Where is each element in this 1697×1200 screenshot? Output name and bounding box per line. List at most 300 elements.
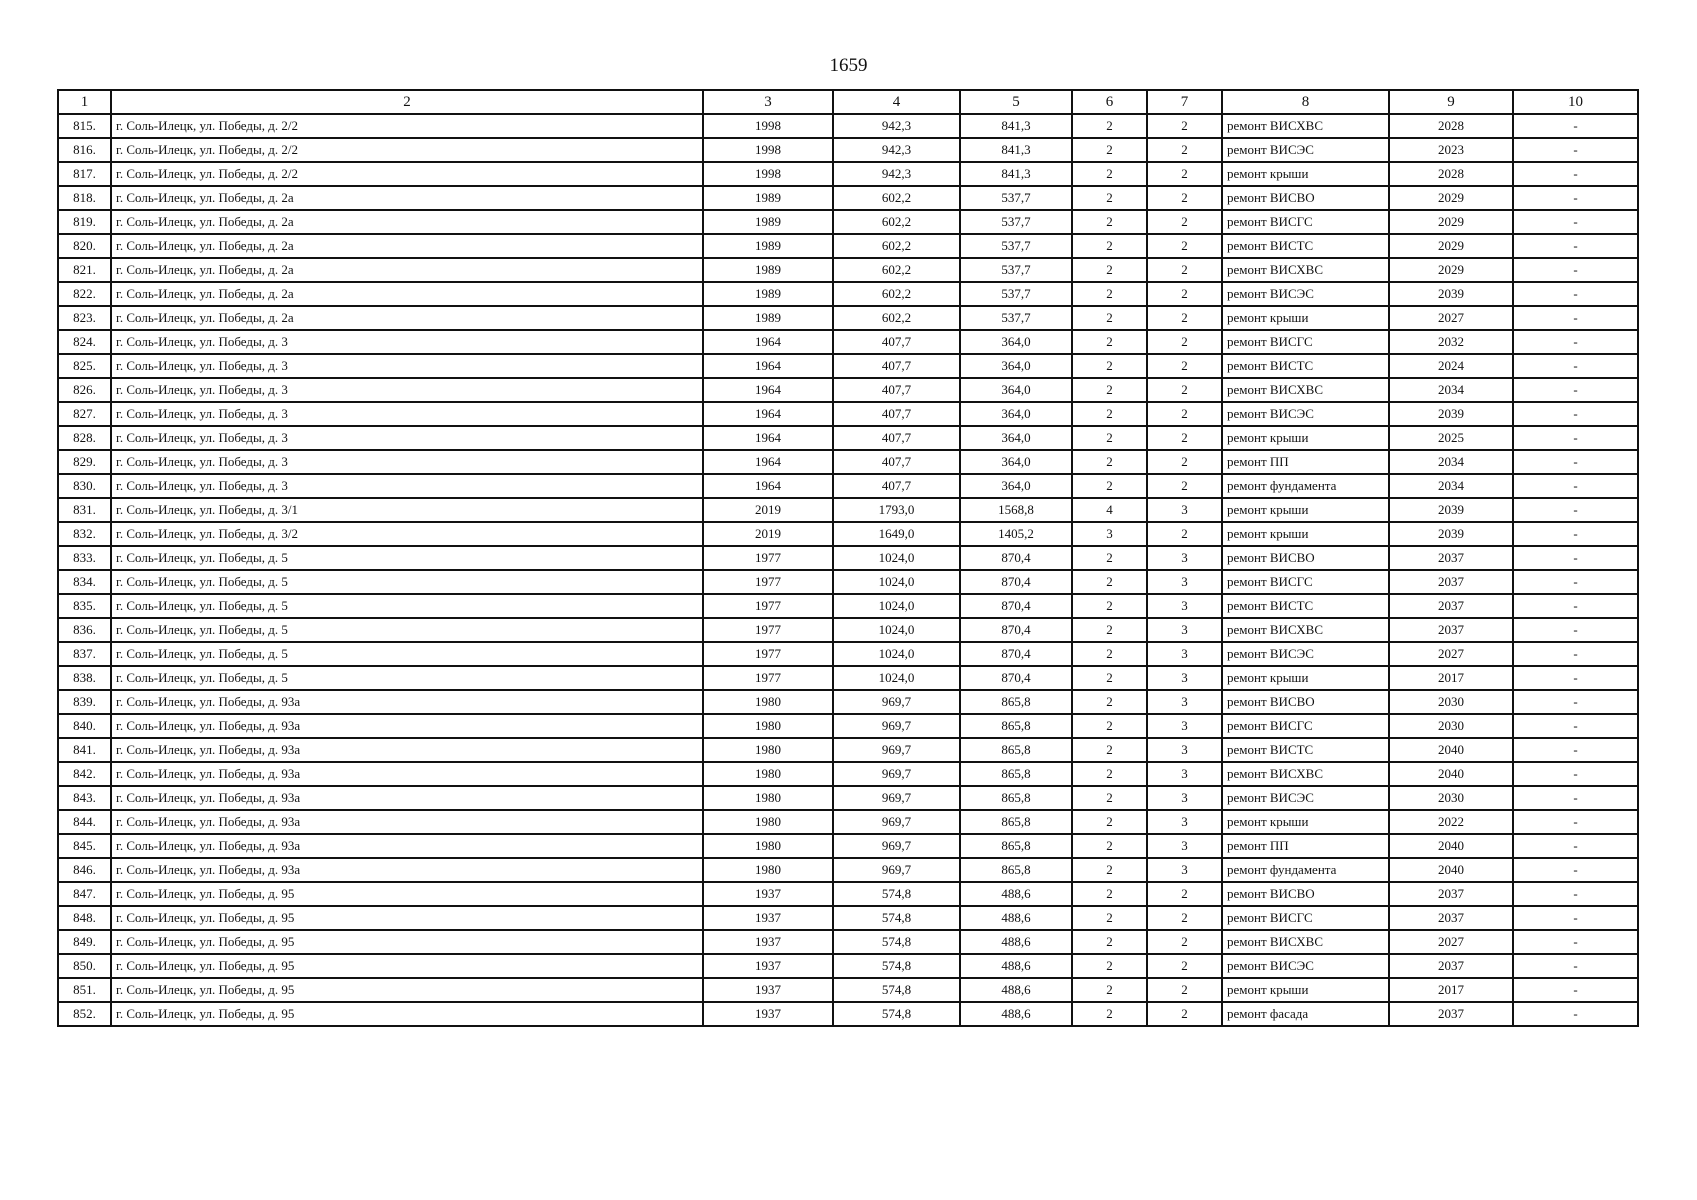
table-row <box>58 858 1638 882</box>
cell-entrances: 2 <box>1147 906 1222 930</box>
cell-living-area: 537,7 <box>960 186 1072 210</box>
cell-row-number: 827. <box>58 402 111 426</box>
cell-work-type: ремонт крыши <box>1222 306 1389 330</box>
cell-note: - <box>1513 546 1638 570</box>
cell-work-type: ремонт крыши <box>1222 162 1389 186</box>
cell-address: г. Соль-Илецк, ул. Победы, д. 95 <box>111 1002 703 1026</box>
cell-planned-year: 2037 <box>1389 546 1513 570</box>
cell-row-number: 839. <box>58 690 111 714</box>
cell-row-number: 821. <box>58 258 111 282</box>
table-row <box>58 1002 1638 1026</box>
cell-year-built: 1977 <box>703 666 833 690</box>
cell-entrances: 2 <box>1147 474 1222 498</box>
cell-living-area: 488,6 <box>960 978 1072 1002</box>
cell-note: - <box>1513 666 1638 690</box>
table-row <box>58 186 1638 210</box>
cell-address: г. Соль-Илецк, ул. Победы, д. 2а <box>111 234 703 258</box>
cell-entrances: 2 <box>1147 258 1222 282</box>
cell-floors: 2 <box>1072 1002 1147 1026</box>
cell-row-number: 845. <box>58 834 111 858</box>
cell-row-number: 841. <box>58 738 111 762</box>
table-row <box>58 714 1638 738</box>
cell-floors: 2 <box>1072 570 1147 594</box>
cell-year-built: 1980 <box>703 786 833 810</box>
cell-note: - <box>1513 690 1638 714</box>
cell-living-area: 870,4 <box>960 546 1072 570</box>
cell-note: - <box>1513 738 1638 762</box>
table-row <box>58 234 1638 258</box>
cell-address: г. Соль-Илецк, ул. Победы, д. 5 <box>111 642 703 666</box>
cell-address: г. Соль-Илецк, ул. Победы, д. 93а <box>111 810 703 834</box>
cell-total-area: 1024,0 <box>833 570 960 594</box>
column-header-8: 8 <box>1222 90 1389 114</box>
cell-planned-year: 2034 <box>1389 378 1513 402</box>
cell-address: г. Соль-Илецк, ул. Победы, д. 93а <box>111 786 703 810</box>
cell-planned-year: 2017 <box>1389 978 1513 1002</box>
cell-year-built: 1977 <box>703 570 833 594</box>
table-row <box>58 210 1638 234</box>
cell-floors: 2 <box>1072 666 1147 690</box>
cell-entrances: 2 <box>1147 306 1222 330</box>
cell-total-area: 407,7 <box>833 402 960 426</box>
cell-entrances: 3 <box>1147 570 1222 594</box>
cell-total-area: 969,7 <box>833 714 960 738</box>
table-row <box>58 906 1638 930</box>
cell-work-type: ремонт ВИСГС <box>1222 330 1389 354</box>
cell-total-area: 407,7 <box>833 330 960 354</box>
cell-floors: 3 <box>1072 522 1147 546</box>
column-header-1: 1 <box>58 90 111 114</box>
cell-total-area: 1649,0 <box>833 522 960 546</box>
cell-row-number: 819. <box>58 210 111 234</box>
cell-year-built: 1998 <box>703 138 833 162</box>
cell-address: г. Соль-Илецк, ул. Победы, д. 93а <box>111 858 703 882</box>
cell-floors: 2 <box>1072 186 1147 210</box>
cell-floors: 2 <box>1072 738 1147 762</box>
cell-total-area: 942,3 <box>833 114 960 138</box>
cell-total-area: 1024,0 <box>833 618 960 642</box>
cell-total-area: 969,7 <box>833 786 960 810</box>
cell-floors: 2 <box>1072 906 1147 930</box>
cell-year-built: 1964 <box>703 474 833 498</box>
cell-note: - <box>1513 306 1638 330</box>
cell-floors: 2 <box>1072 690 1147 714</box>
cell-planned-year: 2022 <box>1389 810 1513 834</box>
cell-floors: 2 <box>1072 330 1147 354</box>
cell-note: - <box>1513 426 1638 450</box>
cell-row-number: 829. <box>58 450 111 474</box>
cell-total-area: 574,8 <box>833 930 960 954</box>
repair-schedule-table <box>57 89 1639 1027</box>
cell-year-built: 1937 <box>703 882 833 906</box>
cell-row-number: 850. <box>58 954 111 978</box>
cell-address: г. Соль-Илецк, ул. Победы, д. 95 <box>111 882 703 906</box>
cell-row-number: 852. <box>58 1002 111 1026</box>
cell-note: - <box>1513 882 1638 906</box>
cell-year-built: 1989 <box>703 282 833 306</box>
cell-work-type: ремонт ВИСТС <box>1222 354 1389 378</box>
table-row <box>58 786 1638 810</box>
cell-row-number: 826. <box>58 378 111 402</box>
cell-total-area: 969,7 <box>833 738 960 762</box>
cell-work-type: ремонт ВИСВО <box>1222 546 1389 570</box>
cell-note: - <box>1513 786 1638 810</box>
cell-planned-year: 2034 <box>1389 474 1513 498</box>
cell-floors: 2 <box>1072 786 1147 810</box>
cell-planned-year: 2037 <box>1389 882 1513 906</box>
cell-planned-year: 2037 <box>1389 618 1513 642</box>
cell-floors: 2 <box>1072 234 1147 258</box>
cell-total-area: 969,7 <box>833 810 960 834</box>
cell-work-type: ремонт ВИСГС <box>1222 906 1389 930</box>
cell-planned-year: 2039 <box>1389 522 1513 546</box>
cell-note: - <box>1513 378 1638 402</box>
cell-floors: 2 <box>1072 426 1147 450</box>
cell-address: г. Соль-Илецк, ул. Победы, д. 93а <box>111 738 703 762</box>
cell-row-number: 840. <box>58 714 111 738</box>
cell-living-area: 488,6 <box>960 954 1072 978</box>
cell-floors: 2 <box>1072 354 1147 378</box>
cell-work-type: ремонт ВИСХВС <box>1222 618 1389 642</box>
cell-work-type: ремонт ВИСХВС <box>1222 930 1389 954</box>
table-row <box>58 450 1638 474</box>
column-header-6: 6 <box>1072 90 1147 114</box>
cell-planned-year: 2025 <box>1389 426 1513 450</box>
cell-address: г. Соль-Илецк, ул. Победы, д. 3 <box>111 402 703 426</box>
table-row <box>58 978 1638 1002</box>
cell-row-number: 842. <box>58 762 111 786</box>
cell-year-built: 1980 <box>703 858 833 882</box>
cell-floors: 2 <box>1072 714 1147 738</box>
table-row <box>58 138 1638 162</box>
cell-floors: 2 <box>1072 450 1147 474</box>
cell-address: г. Соль-Илецк, ул. Победы, д. 3 <box>111 450 703 474</box>
cell-address: г. Соль-Илецк, ул. Победы, д. 3 <box>111 474 703 498</box>
cell-entrances: 3 <box>1147 546 1222 570</box>
cell-total-area: 407,7 <box>833 354 960 378</box>
cell-work-type: ремонт ВИСГС <box>1222 714 1389 738</box>
table-row <box>58 306 1638 330</box>
cell-row-number: 815. <box>58 114 111 138</box>
table-row <box>58 642 1638 666</box>
cell-entrances: 3 <box>1147 810 1222 834</box>
cell-total-area: 574,8 <box>833 978 960 1002</box>
cell-year-built: 1989 <box>703 234 833 258</box>
cell-year-built: 1964 <box>703 378 833 402</box>
cell-work-type: ремонт ВИСГС <box>1222 570 1389 594</box>
cell-floors: 2 <box>1072 882 1147 906</box>
cell-planned-year: 2037 <box>1389 1002 1513 1026</box>
cell-note: - <box>1513 906 1638 930</box>
cell-address: г. Соль-Илецк, ул. Победы, д. 3 <box>111 426 703 450</box>
cell-work-type: ремонт ВИСЭС <box>1222 138 1389 162</box>
page-number: 1659 <box>829 55 868 76</box>
header-row <box>58 90 1638 114</box>
cell-entrances: 3 <box>1147 762 1222 786</box>
cell-living-area: 870,4 <box>960 642 1072 666</box>
cell-address: г. Соль-Илецк, ул. Победы, д. 93а <box>111 690 703 714</box>
cell-total-area: 602,2 <box>833 306 960 330</box>
cell-living-area: 364,0 <box>960 330 1072 354</box>
cell-note: - <box>1513 402 1638 426</box>
cell-living-area: 1568,8 <box>960 498 1072 522</box>
cell-floors: 2 <box>1072 810 1147 834</box>
cell-address: г. Соль-Илецк, ул. Победы, д. 2/2 <box>111 114 703 138</box>
table-row <box>58 162 1638 186</box>
cell-row-number: 848. <box>58 906 111 930</box>
cell-address: г. Соль-Илецк, ул. Победы, д. 5 <box>111 666 703 690</box>
cell-living-area: 537,7 <box>960 234 1072 258</box>
table-row <box>58 834 1638 858</box>
cell-floors: 2 <box>1072 306 1147 330</box>
cell-planned-year: 2040 <box>1389 762 1513 786</box>
cell-living-area: 488,6 <box>960 1002 1072 1026</box>
cell-work-type: ремонт фасада <box>1222 1002 1389 1026</box>
cell-row-number: 837. <box>58 642 111 666</box>
table-body <box>58 114 1638 1026</box>
cell-total-area: 1024,0 <box>833 666 960 690</box>
cell-address: г. Соль-Илецк, ул. Победы, д. 3/1 <box>111 498 703 522</box>
cell-planned-year: 2039 <box>1389 498 1513 522</box>
cell-address: г. Соль-Илецк, ул. Победы, д. 95 <box>111 906 703 930</box>
cell-total-area: 1024,0 <box>833 642 960 666</box>
cell-note: - <box>1513 858 1638 882</box>
table-row <box>58 666 1638 690</box>
table-row <box>58 354 1638 378</box>
cell-total-area: 942,3 <box>833 138 960 162</box>
cell-year-built: 1989 <box>703 258 833 282</box>
cell-floors: 2 <box>1072 402 1147 426</box>
cell-note: - <box>1513 1002 1638 1026</box>
cell-note: - <box>1513 570 1638 594</box>
cell-work-type: ремонт ВИСГС <box>1222 210 1389 234</box>
cell-living-area: 364,0 <box>960 450 1072 474</box>
cell-floors: 2 <box>1072 258 1147 282</box>
cell-floors: 2 <box>1072 210 1147 234</box>
cell-work-type: ремонт крыши <box>1222 498 1389 522</box>
table-row <box>58 498 1638 522</box>
cell-row-number: 824. <box>58 330 111 354</box>
cell-year-built: 1980 <box>703 714 833 738</box>
cell-planned-year: 2037 <box>1389 906 1513 930</box>
cell-living-area: 364,0 <box>960 426 1072 450</box>
cell-row-number: 847. <box>58 882 111 906</box>
cell-row-number: 817. <box>58 162 111 186</box>
table-row <box>58 882 1638 906</box>
cell-floors: 2 <box>1072 954 1147 978</box>
cell-living-area: 870,4 <box>960 666 1072 690</box>
cell-row-number: 820. <box>58 234 111 258</box>
cell-row-number: 851. <box>58 978 111 1002</box>
cell-total-area: 407,7 <box>833 378 960 402</box>
cell-row-number: 832. <box>58 522 111 546</box>
cell-year-built: 1980 <box>703 762 833 786</box>
cell-year-built: 1977 <box>703 594 833 618</box>
cell-address: г. Соль-Илецк, ул. Победы, д. 3 <box>111 330 703 354</box>
cell-living-area: 865,8 <box>960 834 1072 858</box>
column-header-5: 5 <box>960 90 1072 114</box>
cell-total-area: 969,7 <box>833 834 960 858</box>
cell-year-built: 1937 <box>703 930 833 954</box>
cell-planned-year: 2039 <box>1389 402 1513 426</box>
cell-planned-year: 2030 <box>1389 714 1513 738</box>
cell-floors: 2 <box>1072 378 1147 402</box>
cell-planned-year: 2017 <box>1389 666 1513 690</box>
cell-planned-year: 2027 <box>1389 306 1513 330</box>
cell-floors: 2 <box>1072 858 1147 882</box>
cell-address: г. Соль-Илецк, ул. Победы, д. 95 <box>111 978 703 1002</box>
cell-planned-year: 2039 <box>1389 282 1513 306</box>
cell-total-area: 407,7 <box>833 426 960 450</box>
cell-work-type: ремонт ВИСТС <box>1222 234 1389 258</box>
cell-row-number: 844. <box>58 810 111 834</box>
cell-total-area: 407,7 <box>833 474 960 498</box>
column-header-4: 4 <box>833 90 960 114</box>
cell-note: - <box>1513 210 1638 234</box>
cell-work-type: ремонт крыши <box>1222 978 1389 1002</box>
cell-year-built: 1980 <box>703 690 833 714</box>
cell-entrances: 2 <box>1147 378 1222 402</box>
cell-planned-year: 2027 <box>1389 642 1513 666</box>
cell-row-number: 838. <box>58 666 111 690</box>
cell-note: - <box>1513 234 1638 258</box>
cell-living-area: 870,4 <box>960 594 1072 618</box>
cell-entrances: 2 <box>1147 450 1222 474</box>
cell-work-type: ремонт крыши <box>1222 810 1389 834</box>
cell-living-area: 537,7 <box>960 306 1072 330</box>
cell-year-built: 1980 <box>703 834 833 858</box>
table-row <box>58 570 1638 594</box>
cell-year-built: 1977 <box>703 642 833 666</box>
cell-living-area: 865,8 <box>960 738 1072 762</box>
cell-entrances: 2 <box>1147 930 1222 954</box>
cell-planned-year: 2032 <box>1389 330 1513 354</box>
cell-note: - <box>1513 810 1638 834</box>
cell-note: - <box>1513 138 1638 162</box>
cell-total-area: 942,3 <box>833 162 960 186</box>
table-row <box>58 378 1638 402</box>
cell-year-built: 1964 <box>703 354 833 378</box>
cell-year-built: 1964 <box>703 330 833 354</box>
cell-work-type: ремонт ВИСЭС <box>1222 786 1389 810</box>
table-row <box>58 762 1638 786</box>
cell-year-built: 1977 <box>703 546 833 570</box>
cell-year-built: 1937 <box>703 954 833 978</box>
cell-year-built: 1937 <box>703 1002 833 1026</box>
cell-living-area: 841,3 <box>960 138 1072 162</box>
cell-work-type: ремонт фундамента <box>1222 858 1389 882</box>
cell-year-built: 1998 <box>703 162 833 186</box>
table-row <box>58 810 1638 834</box>
table-row <box>58 402 1638 426</box>
cell-note: - <box>1513 762 1638 786</box>
cell-living-area: 488,6 <box>960 906 1072 930</box>
cell-year-built: 1998 <box>703 114 833 138</box>
table-row <box>58 426 1638 450</box>
column-header-7: 7 <box>1147 90 1222 114</box>
cell-row-number: 834. <box>58 570 111 594</box>
cell-address: г. Соль-Илецк, ул. Победы, д. 5 <box>111 618 703 642</box>
cell-floors: 2 <box>1072 762 1147 786</box>
cell-floors: 2 <box>1072 618 1147 642</box>
cell-floors: 2 <box>1072 546 1147 570</box>
cell-planned-year: 2037 <box>1389 570 1513 594</box>
cell-entrances: 2 <box>1147 354 1222 378</box>
cell-floors: 2 <box>1072 978 1147 1002</box>
cell-living-area: 865,8 <box>960 786 1072 810</box>
cell-note: - <box>1513 354 1638 378</box>
cell-total-area: 574,8 <box>833 1002 960 1026</box>
cell-total-area: 602,2 <box>833 186 960 210</box>
cell-address: г. Соль-Илецк, ул. Победы, д. 2а <box>111 210 703 234</box>
cell-total-area: 969,7 <box>833 762 960 786</box>
cell-year-built: 1937 <box>703 978 833 1002</box>
cell-row-number: 846. <box>58 858 111 882</box>
cell-planned-year: 2029 <box>1389 234 1513 258</box>
cell-address: г. Соль-Илецк, ул. Победы, д. 2а <box>111 186 703 210</box>
cell-entrances: 2 <box>1147 186 1222 210</box>
cell-note: - <box>1513 450 1638 474</box>
cell-note: - <box>1513 834 1638 858</box>
cell-entrances: 3 <box>1147 786 1222 810</box>
cell-note: - <box>1513 618 1638 642</box>
cell-entrances: 2 <box>1147 162 1222 186</box>
cell-note: - <box>1513 330 1638 354</box>
cell-floors: 2 <box>1072 474 1147 498</box>
table-row <box>58 546 1638 570</box>
table-row <box>58 954 1638 978</box>
cell-address: г. Соль-Илецк, ул. Победы, д. 5 <box>111 570 703 594</box>
table-row <box>58 690 1638 714</box>
cell-entrances: 2 <box>1147 114 1222 138</box>
cell-entrances: 2 <box>1147 210 1222 234</box>
cell-work-type: ремонт фундамента <box>1222 474 1389 498</box>
cell-work-type: ремонт ВИСХВС <box>1222 762 1389 786</box>
cell-note: - <box>1513 642 1638 666</box>
cell-floors: 2 <box>1072 162 1147 186</box>
cell-year-built: 1964 <box>703 402 833 426</box>
column-header-10: 10 <box>1513 90 1638 114</box>
cell-floors: 2 <box>1072 930 1147 954</box>
cell-address: г. Соль-Илецк, ул. Победы, д. 95 <box>111 930 703 954</box>
cell-row-number: 823. <box>58 306 111 330</box>
cell-planned-year: 2040 <box>1389 858 1513 882</box>
table-row <box>58 522 1638 546</box>
cell-living-area: 537,7 <box>960 210 1072 234</box>
cell-floors: 2 <box>1072 114 1147 138</box>
cell-floors: 4 <box>1072 498 1147 522</box>
cell-planned-year: 2029 <box>1389 210 1513 234</box>
cell-row-number: 822. <box>58 282 111 306</box>
cell-entrances: 2 <box>1147 138 1222 162</box>
cell-work-type: ремонт ВИСЭС <box>1222 642 1389 666</box>
cell-address: г. Соль-Илецк, ул. Победы, д. 3/2 <box>111 522 703 546</box>
cell-address: г. Соль-Илецк, ул. Победы, д. 95 <box>111 954 703 978</box>
table-row <box>58 330 1638 354</box>
cell-year-built: 1980 <box>703 810 833 834</box>
cell-note: - <box>1513 258 1638 282</box>
cell-row-number: 836. <box>58 618 111 642</box>
cell-work-type: ремонт ВИСВО <box>1222 690 1389 714</box>
cell-address: г. Соль-Илецк, ул. Победы, д. 93а <box>111 834 703 858</box>
cell-entrances: 2 <box>1147 978 1222 1002</box>
column-header-2: 2 <box>111 90 703 114</box>
cell-address: г. Соль-Илецк, ул. Победы, д. 2а <box>111 258 703 282</box>
cell-entrances: 2 <box>1147 522 1222 546</box>
column-header-9: 9 <box>1389 90 1513 114</box>
cell-total-area: 602,2 <box>833 258 960 282</box>
cell-planned-year: 2029 <box>1389 186 1513 210</box>
